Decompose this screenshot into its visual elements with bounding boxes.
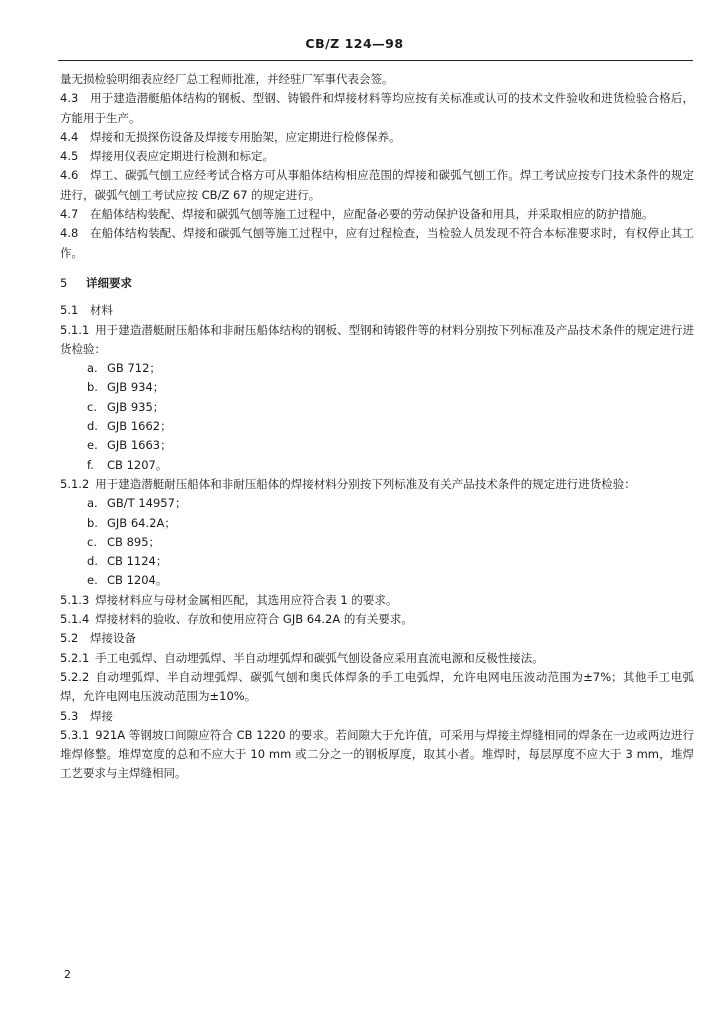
list-item-text: GJB 64.2A； (107, 515, 176, 530)
clause-4-3 (60, 89, 694, 128)
list-item (60, 552, 694, 571)
list-item-text: GB/T 14957； (107, 496, 187, 511)
section-5-heading (60, 274, 694, 293)
list-item (60, 456, 694, 475)
clause-number: 4.7 (60, 207, 79, 222)
clause-text: 自动埋弧焊、半自动埋弧焊、碳弧气刨和奥氏体焊条的手工电弧焊，允许电网电压波动范围为±7%；其他手工电弧焊，允许电网电压波动范围为±10%。 (60, 669, 694, 704)
list-item (60, 359, 694, 378)
clause-5-3 (60, 707, 694, 726)
document-body (60, 70, 694, 784)
clause-text: 用于建造潜艇耐压船体和非耐压船体的焊接材料分别按下列标准及有关产品技术条件的规定进行进货检验： (95, 476, 636, 491)
list-item (60, 378, 694, 397)
list-item (60, 417, 694, 436)
clause-5-1-2 (60, 475, 694, 494)
clause-number: 5.1.4 (60, 612, 90, 627)
clause-text: 焊接材料的验收、存放和使用应符合 GJB 64.2A 的有关要求。 (95, 612, 413, 627)
list-item-text: GB 712； (107, 361, 161, 376)
list-item (60, 514, 694, 533)
clause-number: 4.4 (60, 129, 79, 144)
clause-text: 焊接和无损探伤设备及焊接专用胎架，应定期进行检修保养。 (90, 129, 401, 144)
clause-number: 4.3 (60, 91, 79, 106)
clause-number: 4.5 (60, 149, 79, 164)
clause-number: 4.8 (60, 226, 79, 241)
list-item-text: GJB 935； (107, 399, 165, 414)
list-item-text: GJB 1663； (107, 438, 172, 453)
clause-number: 4.6 (60, 168, 79, 183)
clause-5-1-4 (60, 610, 694, 629)
list-marker: d. (87, 554, 98, 569)
clause-text: 用于建造潜艇船体结构的钢板、型钢、铸锻件和焊接材料等均应按有关标准或认可的技术文件验收和进货检验合格后，方能用于生产。 (60, 91, 694, 125)
clause-number: 5.1.1 (60, 322, 90, 337)
clause-5-3-1 (60, 726, 694, 784)
list-marker: a. (87, 361, 98, 376)
clause-text: 手工电弧焊、自动埋弧焊、半自动埋弧焊和碳弧气刨设备应采用直流电源和反极性接法。 (95, 650, 544, 665)
list-item-text: CB 1124； (107, 554, 168, 569)
clause-5-1-3 (60, 591, 694, 610)
clause-text: 焊接材料应与母材金属相匹配，其选用应符合表 1 的要求。 (95, 592, 398, 607)
list-marker: d. (87, 419, 98, 434)
clause-title: 焊接设备 (90, 631, 136, 646)
clause-title: 焊接 (90, 708, 113, 723)
clause-number: 5.2.1 (60, 650, 90, 665)
clause-number: 5.3.1 (60, 727, 90, 742)
list-marker: b. (87, 515, 98, 530)
standards-list-steel (60, 359, 694, 475)
section-title: 详细要求 (86, 275, 132, 290)
list-marker: c. (87, 399, 97, 414)
clause-5-2 (60, 629, 694, 648)
lead-line: 量无损检验明细表应经厂总工程师批准，并经驻厂军事代表会签。 (60, 72, 394, 86)
list-marker: c. (87, 534, 97, 549)
clause-text: 在船体结构装配、焊接和碳弧气刨等施工过程中，应有过程检查，当检验人员发现不符合本标准要求时，有权停止其工作。 (60, 226, 694, 260)
clause-text: 焊接用仪表应定期进行检测和标定。 (90, 149, 274, 164)
clause-text: 921A 等钢坡口间隙应符合 CB 1220 的要求。若间隙大于允许值，可采用与焊接主焊缝相同的焊条在一边或两边进行堆焊修整。堆焊宽度的总和不应大于 10 mm 或二分之一的钢板厚度，取其小者。堆焊时，每层厚度不应大于 3 mm，堆焊工艺要求与主焊缝相同。 (60, 727, 694, 781)
clause-text: 用于建造潜艇耐压船体和非耐压船体结构的钢板、型钢和铸锻件等的材料分别按下列标准及产品技术条件的规定进行进货检验： (60, 322, 694, 356)
list-marker: e. (87, 438, 98, 453)
header-divider (58, 60, 693, 61)
clause-text: 在船体结构装配、焊接和碳弧气刨等施工过程中，应配备必要的劳动保护设备和用具，并采取相应的防护措施。 (90, 207, 654, 222)
standards-list-welding (60, 494, 694, 590)
list-item (60, 494, 694, 513)
clause-title: 材料 (90, 303, 113, 318)
list-item-text: CB 1204。 (107, 573, 168, 588)
clause-5-2-2 (60, 668, 694, 707)
list-item (60, 533, 694, 552)
list-item (60, 436, 694, 455)
list-marker: f. (87, 457, 94, 472)
clause-5-1 (60, 301, 694, 320)
clause-number: 5.2.2 (60, 669, 90, 684)
list-marker: e. (87, 573, 98, 588)
list-item (60, 398, 694, 417)
list-marker: a. (87, 496, 98, 511)
list-item-text: GJB 1662； (107, 419, 172, 434)
clause-number: 5.1.3 (60, 592, 90, 607)
list-item (60, 571, 694, 590)
clause-4-8 (60, 224, 694, 263)
clause-number: 5.1.2 (60, 476, 90, 491)
list-item-text: CB 1207。 (107, 457, 168, 472)
clause-4-6 (60, 166, 694, 205)
page-number: 2 (64, 968, 71, 981)
clause-number: 5.2 (60, 631, 79, 646)
clause-4-7 (60, 205, 694, 224)
clause-5-2-1 (60, 649, 694, 668)
list-item-text: GJB 934； (107, 380, 165, 395)
clause-4-5 (60, 147, 694, 166)
section-number: 5 (60, 275, 68, 290)
clause-number: 5.3 (60, 708, 79, 723)
clause-number: 5.1 (60, 303, 79, 318)
list-item-text: CB 895； (107, 534, 161, 549)
list-marker: b. (87, 380, 98, 395)
clause-text: 焊工、碳弧气刨工应经考试合格方可从事船体结构相应范围的焊接和碳弧气刨工作。焊工考试应按专门技术条件的规定进行，碳弧气刨工考试应按 CB/Z 67 的规定进行。 (60, 168, 694, 202)
clause-5-1-1 (60, 321, 694, 360)
clause-4-4 (60, 128, 694, 147)
page-header-title: CB/Z 124—98 (305, 36, 404, 51)
